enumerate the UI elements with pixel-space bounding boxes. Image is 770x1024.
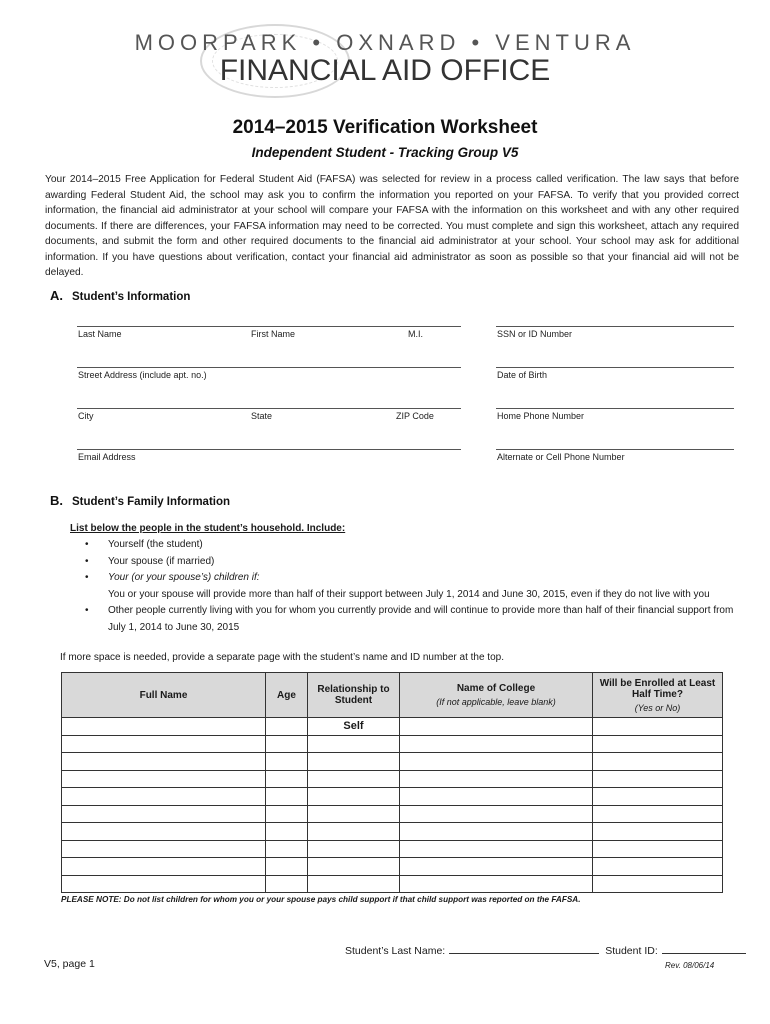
table-row <box>62 788 723 806</box>
campus-names: MOORPARK • OXNARD • VENTURA <box>134 30 636 55</box>
col-college-note: (If not applicable, leave blank) <box>436 697 556 707</box>
bullet-icon: • <box>85 605 89 616</box>
self-cell: Self <box>308 718 400 736</box>
dob-line[interactable] <box>496 367 734 368</box>
household-table <box>61 672 723 893</box>
name-line[interactable] <box>77 326 461 327</box>
table-row <box>62 858 723 876</box>
section-b-title: Student’s Family Information <box>72 496 231 508</box>
page-subtitle: Independent Student - Tracking Group V5 <box>251 145 519 160</box>
first-name-label: First Name <box>251 329 296 339</box>
table-row <box>62 753 723 771</box>
col-relationship: Relationship to Student <box>308 673 400 718</box>
footer-id-line <box>345 943 746 957</box>
office-title: FINANCIAL AID OFFICE <box>219 54 551 87</box>
state-label: State <box>251 411 273 421</box>
section-a-title: Student’s Information <box>72 291 191 303</box>
street-line[interactable] <box>77 367 461 368</box>
list-item: • Your spouse (if married) <box>85 554 735 571</box>
household-list-heading: List below the people in the student’s household. Include: <box>70 523 346 534</box>
ssn-label: SSN or ID Number <box>497 329 573 339</box>
last-name-label: Last Name <box>78 329 122 339</box>
street-label: Street Address (include apt. no.) <box>78 370 207 380</box>
alt-phone-label: Alternate or Cell Phone Number <box>497 452 625 462</box>
city-label: City <box>78 411 94 421</box>
bullet-icon: • <box>85 539 89 550</box>
table-header-row <box>62 673 723 718</box>
household-list <box>85 537 735 636</box>
section-b-letter: B. <box>50 493 63 508</box>
student-last-name-field[interactable] <box>449 943 599 954</box>
section-a-heading <box>50 288 190 303</box>
email-label: Email Address <box>78 452 136 462</box>
col-enrolled: Will be Enrolled at Least Half Time? (Yes or No) <box>593 673 723 718</box>
revision-date: Rev. 08/06/14 <box>665 961 715 970</box>
please-note: PLEASE NOTE: Do not list children for whom you or your spouse pays child support if that child support was reported on the FAFSA. <box>61 895 581 904</box>
table-row <box>62 840 723 858</box>
page-title: 2014–2015 Verification Worksheet <box>232 117 538 138</box>
section-b-heading <box>50 493 230 508</box>
col-enrolled-note: (Yes or No) <box>634 702 681 713</box>
mi-label: M.I. <box>408 329 423 339</box>
ssn-line[interactable] <box>496 326 734 327</box>
list-item: • Yourself (the student) <box>85 537 735 554</box>
col-full-name: Full Name <box>62 673 266 718</box>
alt-phone-line[interactable] <box>496 449 734 450</box>
list-item: • Other people currently living with you for whom you currently provide and will continue to provide more than half of their financial support from July 1, 2014 to June 30, 2015 <box>85 605 734 633</box>
page-number: V5, page 1 <box>44 958 95 970</box>
student-last-name-label: Student’s Last Name: <box>345 945 446 957</box>
city-line[interactable] <box>77 408 461 409</box>
bullet-icon: • <box>85 555 89 567</box>
section-a-letter: A. <box>50 288 63 303</box>
table-row <box>62 805 723 823</box>
intro-paragraph: Your 2014–2015 Free Application for Federal Student Aid (FAFSA) was selected for review in a process called verification. The law says that before awarding Federal Student Aid, the school may ask you to confirm the information you reported on your FAFSA. To verify that you provided correct information, the financial aid administrator at your school will compare your FAFSA with the information on this worksheet and with any other required documents. If there are differences, your FAFSA information may need to be corrected. You must complete and sign this worksheet, attach any required documents, and submit the form and other required documents to the financial aid administrator at your school. Your school may ask for additional information. If you have questions about verification, contact your financial aid administrator as soon as possible so that your financial aid will not be delayed. <box>45 174 739 278</box>
bullet-icon: • <box>85 572 89 583</box>
zip-label: ZIP Code <box>396 411 434 421</box>
table-row <box>62 718 723 736</box>
table-row <box>62 735 723 753</box>
list-item: • Your (or your spouse’s) children if: <box>85 570 735 587</box>
col-college: Name of College (If not applicable, leave blank) <box>400 673 593 718</box>
home-phone-label: Home Phone Number <box>497 411 585 421</box>
student-id-field[interactable] <box>662 943 746 954</box>
col-age: Age <box>266 673 308 718</box>
table-row <box>62 770 723 788</box>
student-id-label: Student ID: <box>605 945 658 957</box>
home-phone-line[interactable] <box>496 408 734 409</box>
dob-label: Date of Birth <box>497 370 548 380</box>
children-detail: You or your spouse will provide more than half of their support between July 1, 2014 and June 30, 2015, even if they do not live with you <box>108 588 710 600</box>
email-line[interactable] <box>77 449 461 450</box>
table-row <box>62 823 723 841</box>
table-row <box>62 875 723 893</box>
more-space-note: If more space is needed, provide a separate page with the student’s name and ID number at the top. <box>60 652 504 663</box>
